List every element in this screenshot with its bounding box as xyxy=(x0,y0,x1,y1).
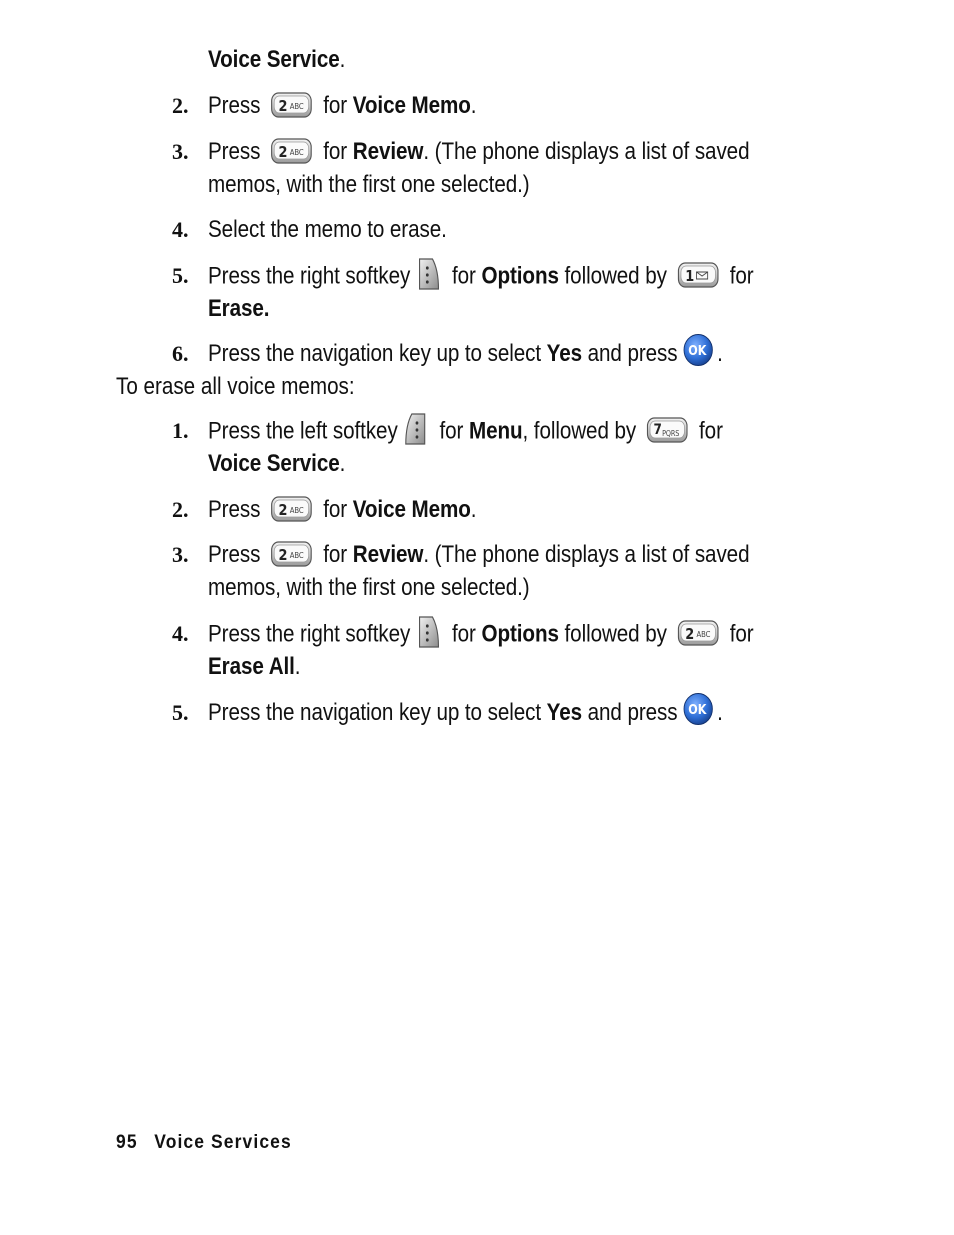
step-number: 1. xyxy=(172,418,189,443)
bold-term: Options xyxy=(481,262,559,290)
step-text: for xyxy=(451,620,476,648)
step-text: Press the navigation key up to select xyxy=(208,340,541,367)
punct: . xyxy=(339,46,346,73)
erase-all-intro: To erase all voice memos: xyxy=(116,373,355,400)
step-text: Press the left softkey xyxy=(208,417,398,445)
step-text: followed by xyxy=(564,620,667,648)
svg-text:2: 2 xyxy=(278,501,288,519)
bold-term: Review xyxy=(352,138,424,165)
punct: . xyxy=(470,496,477,523)
step-number: 5. xyxy=(172,263,189,288)
bold-term: Review xyxy=(352,541,424,568)
step-number: 4. xyxy=(172,621,189,646)
step-line xyxy=(208,493,476,526)
step-text: and press xyxy=(587,340,678,367)
step-text: Press the navigation key up to select xyxy=(208,699,541,726)
ok-key-icon xyxy=(683,692,714,726)
key-2abc-icon xyxy=(271,92,312,118)
svg-text:ABC: ABC xyxy=(290,550,304,560)
punct: . xyxy=(470,92,477,119)
bold-term: Menu xyxy=(468,417,523,445)
key-2abc-icon xyxy=(271,541,312,567)
step-text: , followed by xyxy=(522,417,637,445)
step-text: for xyxy=(451,262,476,290)
svg-text:1: 1 xyxy=(685,268,695,286)
step-text: and press xyxy=(587,699,678,726)
step-line-wrap xyxy=(208,292,269,325)
left-softkey-icon xyxy=(403,411,429,447)
step-text: Press the right softkey xyxy=(208,262,411,290)
key-1-voicemail-icon xyxy=(678,262,719,288)
right-softkey-icon xyxy=(415,614,441,650)
step-text: Press xyxy=(208,92,261,119)
svg-text:7: 7 xyxy=(653,422,663,439)
key-2abc-icon xyxy=(678,620,719,646)
step-number: 2. xyxy=(172,497,189,522)
step-text: for xyxy=(323,138,348,165)
key-2abc-icon xyxy=(271,496,312,522)
step-text: . (The phone displays a list of saved xyxy=(423,541,750,568)
step-continued-line xyxy=(208,43,345,76)
bold-term: Erase All xyxy=(208,653,295,680)
step-line-wrap: memos, with the first one selected.) xyxy=(208,171,530,198)
svg-text:PQRS: PQRS xyxy=(662,429,680,439)
step-number: 4. xyxy=(172,217,189,242)
step-text: for xyxy=(699,417,723,445)
step-line xyxy=(208,414,723,450)
svg-text:OK: OK xyxy=(688,342,707,358)
step-line xyxy=(208,617,754,653)
page-number: 95 xyxy=(116,1132,138,1153)
step-line xyxy=(208,538,749,571)
svg-text:2: 2 xyxy=(278,546,288,564)
step-number: 6. xyxy=(172,341,189,366)
step-text: for xyxy=(323,92,348,119)
bold-term: Options xyxy=(481,620,559,648)
svg-text:ABC: ABC xyxy=(290,505,304,515)
svg-text:ABC: ABC xyxy=(696,629,711,640)
bold-term: Voice Memo xyxy=(352,92,471,119)
bold-term: Yes xyxy=(546,340,582,367)
step-text: Press the right softkey xyxy=(208,620,411,648)
step-line-wrap: memos, with the first one selected.) xyxy=(208,574,530,601)
svg-text:ABC: ABC xyxy=(290,147,304,157)
step-text: for xyxy=(323,541,348,568)
step-line xyxy=(208,89,476,122)
step-line-wrap xyxy=(208,447,345,480)
step-number: 3. xyxy=(172,542,189,567)
step-line xyxy=(208,135,749,168)
step-number: 2. xyxy=(172,93,189,118)
punct: . xyxy=(339,450,346,477)
bold-term: Yes xyxy=(546,699,582,726)
svg-text:OK: OK xyxy=(688,701,707,717)
svg-text:2: 2 xyxy=(685,626,695,644)
bold-term: Voice Service xyxy=(208,450,340,477)
step-text: . (The phone displays a list of saved xyxy=(423,138,750,165)
punct: . xyxy=(294,653,301,680)
bold-term: Voice Service xyxy=(208,46,340,73)
section-title: Voice Services xyxy=(154,1132,292,1153)
step-text: for xyxy=(439,417,464,445)
svg-text:2: 2 xyxy=(278,143,288,161)
step-line xyxy=(208,696,723,731)
step-text: followed by xyxy=(564,262,667,290)
right-softkey-icon xyxy=(415,256,441,292)
key-7pqrs-icon xyxy=(647,417,688,443)
page-footer xyxy=(116,1132,292,1154)
step-line: Select the memo to erase. xyxy=(208,216,447,243)
step-text: for xyxy=(323,496,348,523)
svg-text:2: 2 xyxy=(278,97,288,115)
step-line xyxy=(208,259,754,295)
step-text: Press xyxy=(208,541,261,568)
step-text: for xyxy=(729,620,754,648)
bold-term: Erase. xyxy=(208,295,270,322)
punct: . xyxy=(717,340,723,367)
key-2abc-icon xyxy=(271,138,312,164)
step-line-wrap xyxy=(208,650,300,683)
step-line xyxy=(208,337,723,372)
step-number: 5. xyxy=(172,700,189,725)
step-text: Press xyxy=(208,138,261,165)
step-text: Press xyxy=(208,496,261,523)
step-text: for xyxy=(729,262,754,290)
bold-term: Voice Memo xyxy=(352,496,471,523)
punct: . xyxy=(717,699,723,726)
svg-text:ABC: ABC xyxy=(290,101,304,111)
ok-key-icon xyxy=(683,333,714,367)
step-number: 3. xyxy=(172,139,189,164)
